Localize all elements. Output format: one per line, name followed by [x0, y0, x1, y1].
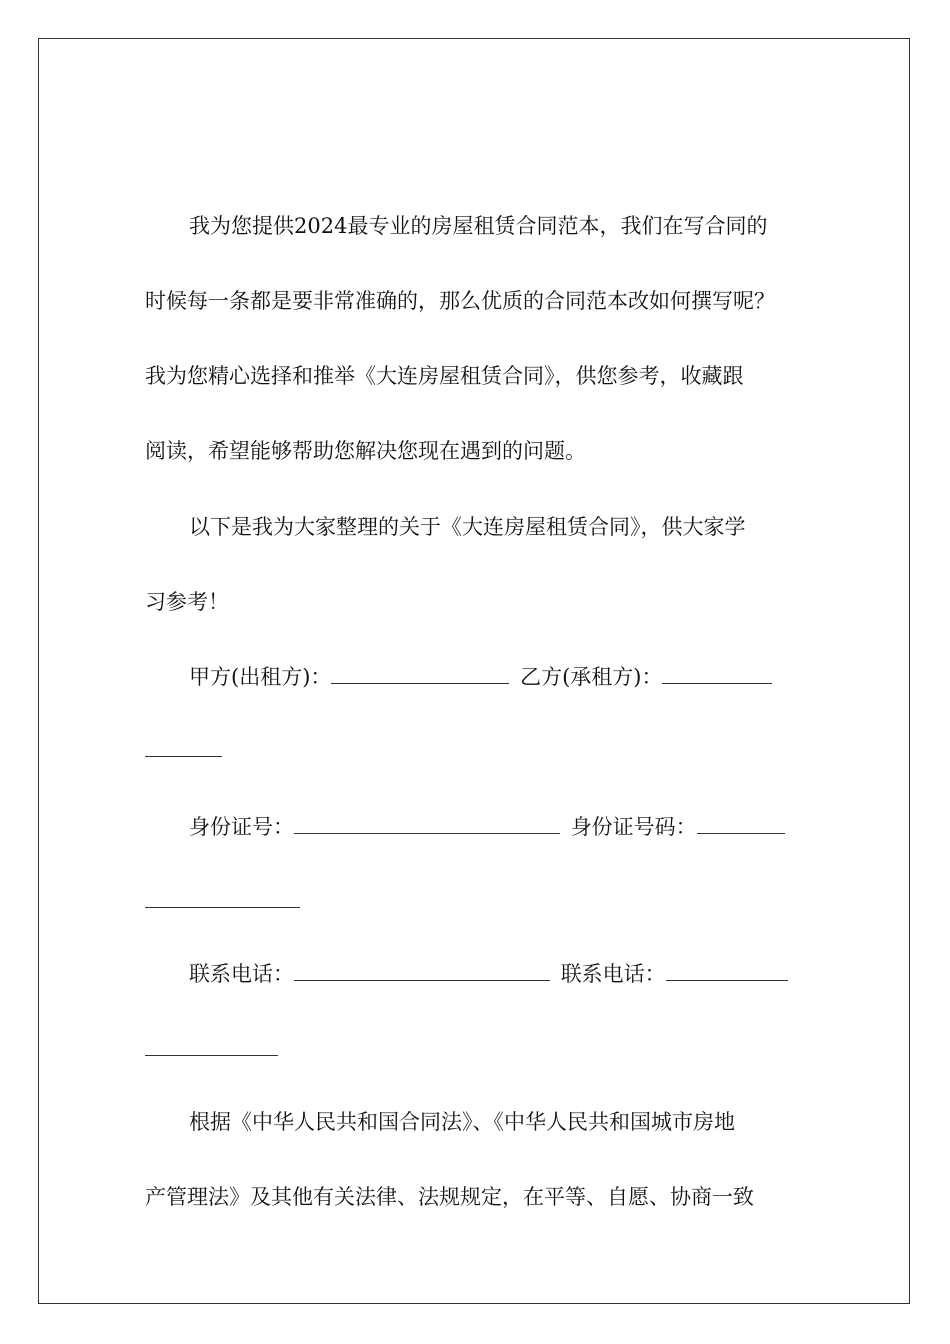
party-a-label: 甲方(出租方)： — [189, 665, 332, 689]
id-row — [189, 811, 785, 841]
basis-line-1: 根据《中华人民共和国合同法》、《中华人民共和国城市房地 — [189, 1110, 735, 1134]
lead-line-1: 以下是我为大家整理的关于《大连房屋租赁合同》，供大家学 — [189, 515, 746, 539]
party-b-blank-continued[interactable] — [145, 756, 222, 757]
phone-b-blank-continued[interactable] — [145, 1055, 278, 1056]
intro-line-1: 我为您提供2024最专业的房屋租赁合同范本，我们在写合同的 — [189, 214, 768, 238]
id-b-blank-continued[interactable] — [145, 907, 300, 908]
lead-line-2: 习参考！ — [145, 590, 229, 614]
phone-a-blank[interactable] — [294, 958, 550, 981]
intro-line-2: 时候每一条都是要非常准确的，那么优质的合同范本改如何撰写呢？ — [145, 289, 775, 313]
phone-row — [189, 958, 788, 988]
phone-a-label: 联系电话： — [189, 962, 294, 986]
party-b-blank[interactable] — [662, 661, 772, 684]
party-a-blank[interactable] — [331, 661, 509, 684]
party-b-label: 乙方(承租方)： — [520, 665, 663, 689]
id-a-blank[interactable] — [294, 811, 560, 834]
party-row — [189, 661, 772, 691]
id-a-label: 身份证号： — [189, 815, 294, 839]
phone-b-label: 联系电话： — [560, 962, 666, 986]
intro-line-4: 阅读，希望能够帮助您解决您现在遇到的问题。 — [145, 439, 586, 463]
id-b-blank[interactable] — [697, 811, 785, 834]
phone-b-blank[interactable] — [666, 958, 788, 981]
basis-line-2: 产管理法》及其他有关法律、法规规定，在平等、自愿、协商一致 — [145, 1185, 754, 1209]
id-b-label: 身份证号码： — [570, 815, 697, 839]
intro-line-3: 我为您精心选择和推举《大连房屋租赁合同》，供您参考，收藏跟 — [145, 364, 744, 388]
